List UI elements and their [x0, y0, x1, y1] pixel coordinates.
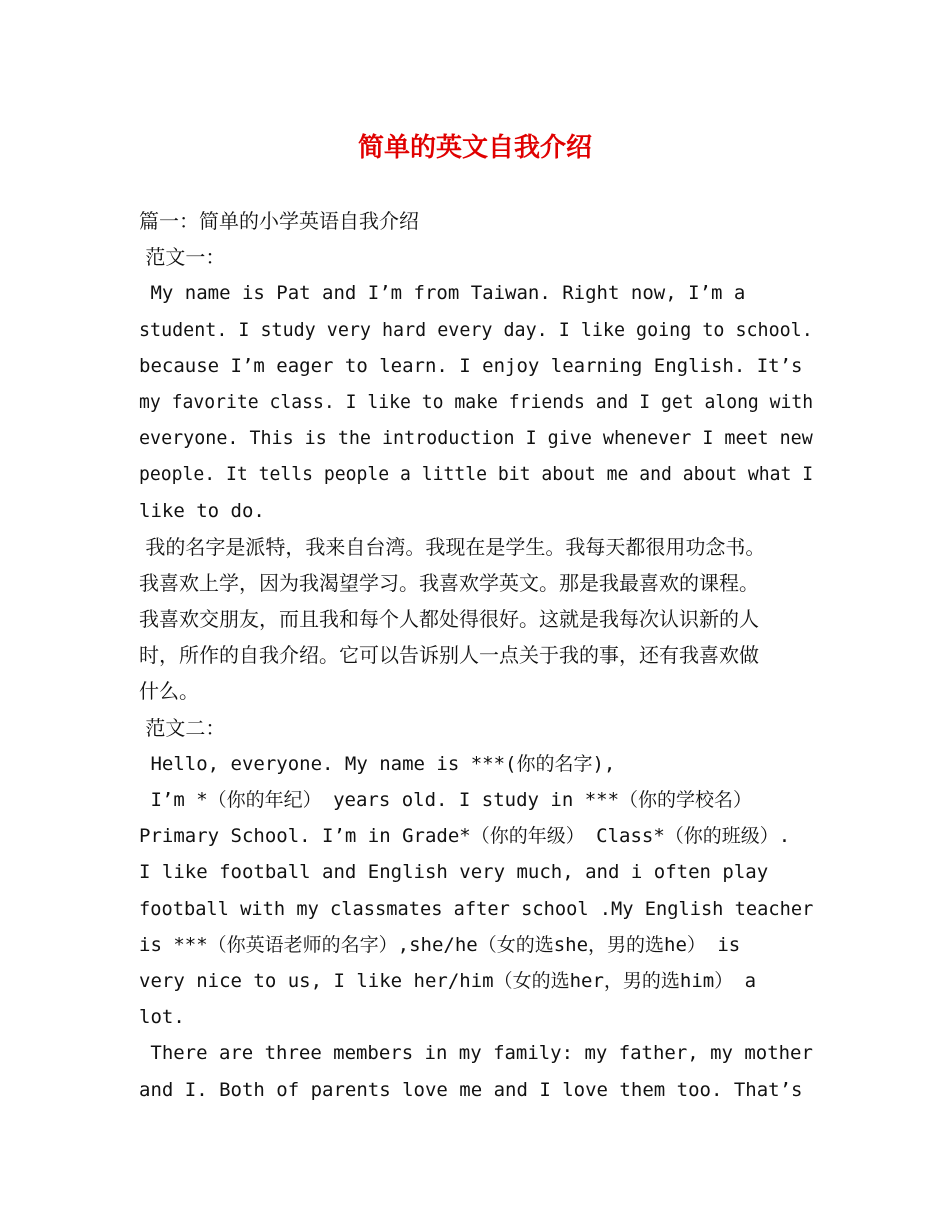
text-line: I’m *（你的年纪） years old. I study in ***（你的学校名）	[139, 789, 753, 811]
chinese-text-line: 时，所作的自我介绍。它可以告诉别人一点关于我的事，还有我喜欢做	[139, 643, 759, 668]
text-line: Hello, everyone. My name is ***(你的名字),	[139, 752, 616, 775]
text-line: like to do.	[139, 499, 265, 522]
chinese-text-line: 什么。	[139, 679, 199, 704]
text-line: is ***（你英语老师的名字）,she/he（女的选she，男的选he） is	[139, 933, 741, 956]
chinese-text-line: 我喜欢上学，因为我渴望学习。我喜欢学英文。那是我最喜欢的课程。	[139, 570, 759, 595]
text-line: my favorite class. I like to make friends and I get along with	[139, 390, 814, 413]
text-line: My name is Pat and I’m from Taiwan. Right now, I’m a	[139, 282, 746, 305]
text-line: Primary School. I’m in Grade*（你的年级） Class*（你的班级）.	[139, 825, 791, 848]
subheading-sample-two: 范文二：	[139, 715, 226, 740]
text-line: everyone. This is the introduction I give whenever I meet new	[139, 427, 813, 450]
text-line: very nice to us, I like her/him（女的选her，男的选him） a	[139, 969, 757, 992]
text-line: There are three members in my family: my father, my mother	[139, 1042, 813, 1065]
chinese-text-line: 我的名字是派特，我来自台湾。我现在是学生。我每天都很用功念书。	[139, 534, 766, 559]
document-body	[139, 203, 813, 1108]
text-line: football with my classmates after school .My English teacher	[139, 897, 814, 920]
text-line: and I. Both of parents love me and I love them too. That’s	[139, 1078, 803, 1101]
text-line: I like football and English very much, and i often play	[139, 861, 769, 884]
section-heading: 篇一：简单的小学英语自我介绍	[139, 209, 419, 233]
text-line: because I’m eager to learn. I enjoy learning English. It’s	[139, 354, 803, 377]
chinese-text-line: 我喜欢交朋友，而且我和每个人都处得很好。这就是我每次认识新的人	[139, 607, 759, 632]
subheading-sample-one: 范文一：	[139, 245, 226, 270]
text-line: people. It tells people a little bit about me and about what I	[139, 463, 814, 486]
text-line: lot.	[139, 1006, 185, 1029]
text-line: student. I study very hard every day. I like going to school.	[139, 318, 813, 341]
document-title: 简单的英文自我介绍	[357, 133, 592, 163]
